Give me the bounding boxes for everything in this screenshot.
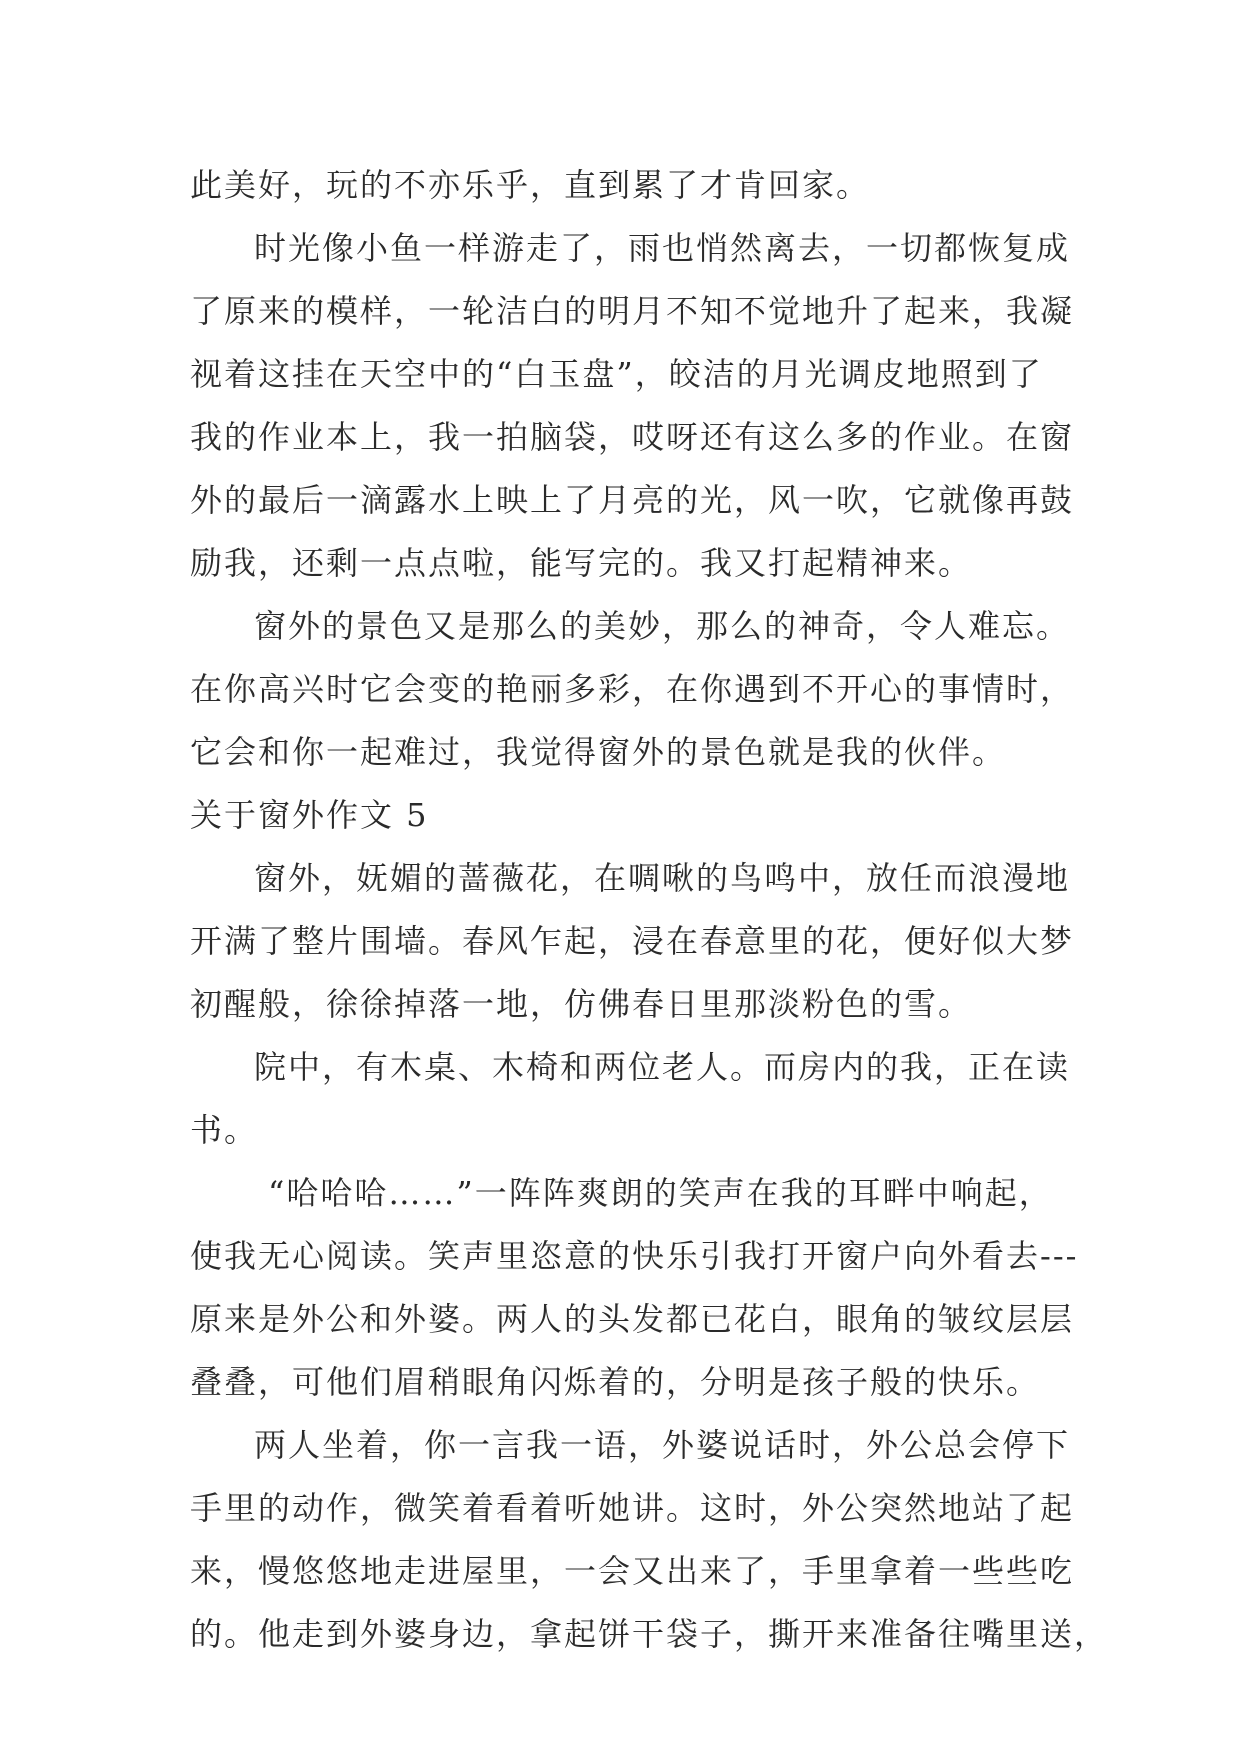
text-line: 书。 (190, 1111, 259, 1149)
section-heading: 关于窗外作文 5 (190, 796, 429, 834)
text-line: 励我，还剩一点点啦，能写完的。我又打起精神来。 (190, 544, 973, 582)
text-line: 初醒般，徐徐掉落一地，仿佛春日里那淡粉色的雪。 (190, 985, 973, 1023)
text-line: 的。他走到外婆身边，拿起饼干袋子，撕开来准备往嘴里送， (190, 1615, 1109, 1653)
paragraph-start-line: 两人坐着，你一言我一语，外婆说话时，外公总会停下 (254, 1426, 1071, 1464)
text-line: 此美好，玩的不亦乐乎，直到累了才肯回家。 (190, 166, 871, 204)
text-line: 外的最后一滴露水上映上了月亮的光，风一吹，它就像再鼓 (190, 481, 1075, 519)
paragraph-start-line: 时光像小鱼一样游走了，雨也悄然离去，一切都恢复成 (254, 229, 1071, 267)
text-line: 使我无心阅读。笑声里恣意的快乐引我打开窗户向外看去--- (190, 1237, 1079, 1275)
paragraph-start-line: “哈哈哈……”一阵阵爽朗的笑声在我的耳畔中响起， (268, 1174, 1053, 1212)
text-line: 了原来的模样，一轮洁白的明月不知不觉地升了起来，我凝 (190, 292, 1075, 330)
text-line: 原来是外公和外婆。两人的头发都已花白，眼角的皱纹层层 (190, 1300, 1075, 1338)
text-line: 我的作业本上，我一拍脑袋，哎呀还有这么多的作业。在窗 (190, 418, 1075, 456)
paragraph-start-line: 窗外，妩媚的蔷薇花，在啁啾的鸟鸣中，放任而浪漫地 (254, 859, 1071, 897)
document-body (190, 154, 1109, 1666)
paragraph-start-line: 院中，有木桌、木椅和两位老人。而房内的我，正在读 (254, 1048, 1071, 1086)
text-line: 视着这挂在天空中的“白玉盘”，皎洁的月光调皮地照到了 (190, 355, 1043, 393)
text-line: 它会和你一起难过，我觉得窗外的景色就是我的伙伴。 (190, 733, 1007, 771)
text-line: 叠叠，可他们眉稍眼角闪烁着的，分明是孩子般的快乐。 (190, 1363, 1041, 1401)
text-line: 开满了整片围墙。春风乍起，浸在春意里的花，便好似大梦 (190, 922, 1075, 960)
paragraph-start-line: 窗外的景色又是那么的美妙，那么的神奇，令人难忘。 (254, 607, 1071, 645)
text-line: 来，慢悠悠地走进屋里，一会又出来了，手里拿着一些些吃 (190, 1552, 1075, 1590)
text-line: 手里的动作，微笑着看着听她讲。这时，外公突然地站了起 (190, 1489, 1075, 1527)
text-line: 在你高兴时它会变的艳丽多彩，在你遇到不开心的事情时， (190, 670, 1075, 708)
